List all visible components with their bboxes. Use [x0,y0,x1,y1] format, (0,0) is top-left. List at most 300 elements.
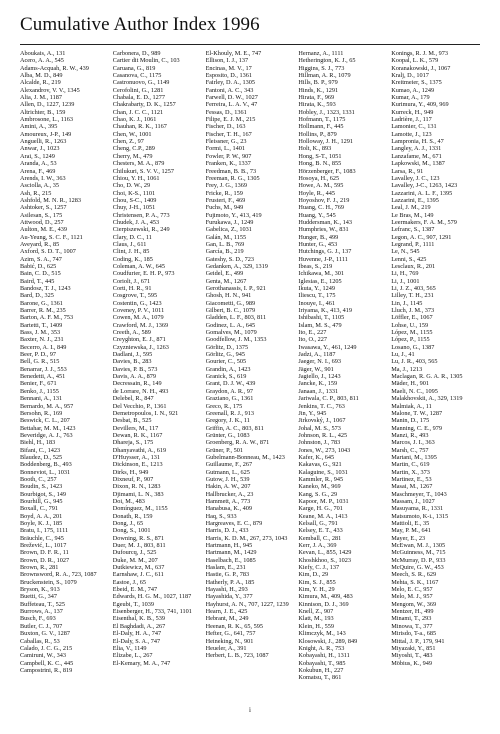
index-entry: Egeubi, T., 1039 [112,600,155,608]
index-entry: Chan, J. C. C., 1121 [112,108,164,116]
index-entry: Chiou, Y. H., 1061 [112,174,160,182]
index-entry: Busch, F., 693 [20,615,56,623]
index-entry: Chou, S-C., 1409 [112,196,157,204]
index-entry: Kobayashi, H., 1311 [298,652,350,660]
index-entry: Manning, C. E., 979 [391,424,443,432]
index-entry: Klein, H., 559 [298,622,334,630]
index-entry: Godinez, L. A., 645 [205,321,256,329]
index-entry: Barton, A. F. M., 753 [20,314,74,322]
index-entry: Adams-Acquah, R. W., 439 [20,64,89,72]
index-entry: Lapkowski, M., 1387 [391,160,445,168]
index-entry: Iglesias, E., 1205 [298,277,342,285]
index-entry: Maeli, N. C., 1095 [391,387,438,395]
index-entry: Bennani, A., 131 [20,395,63,403]
index-entry: Chilukuri, S. V. V., 1257 [112,167,174,175]
index-entry: Mentzer, H., 499 [391,608,434,616]
index-entry: Ash, R., 215 [20,189,52,197]
index-entry: Hinds, K., 1291 [298,86,339,94]
index-entry: Kerr, J. A., 369 [298,542,337,550]
index-entry: Marcos, J. I., 363 [391,439,435,447]
index-entry: Aranda, A., 53 [20,160,57,168]
index-entry: Kralj, D., 1017 [391,72,429,80]
index-entry: Brown, D. F. R., 11 [20,549,69,557]
index-entry: Aboukais, A., 131 [20,50,66,57]
index-entry: Buffeteau, T., 525 [20,600,65,608]
index-entry: Harris, K. D. M., 267, 273, 1043 [205,534,288,542]
index-entry: May, P. M., 641 [391,527,431,535]
index-entry: Le Bras, M., 149 [391,211,434,219]
index-entry: Malakhovskii, A., 329, 1319 [391,395,463,403]
index-entry: Howe, A. M., 595 [298,182,344,190]
index-entry: Li, J. Z., 403, 565 [391,285,436,292]
index-entry: Beveridge, A. J., 763 [20,431,73,439]
index-entry: Hutchings, G. J., 137 [298,248,352,256]
index-entry: Cho, D. W., 29 [112,182,151,190]
index-entry: Bettahar, M. M., 1423 [20,424,76,432]
index-entry: Hunger, B., 499 [298,233,339,241]
index-entry: Malone, T. W., 1287 [391,409,443,417]
index-entry: Kumao, A., 1249 [391,86,435,94]
index-entry: Iliescu, T., 175 [298,292,336,300]
index-entry: Goodfellow, J. M., 1353 [205,336,267,344]
index-entry: Kumar, A., 179 [391,94,430,102]
index-entry: Komatsu, T., 861 [298,674,342,682]
index-entry: Gateshy, S. D., 723 [205,255,254,263]
index-entry: Islam, M. S., 479 [298,321,342,329]
index-entry: Griffin, A. C., 803, 811 [205,424,264,432]
index-entry: Langley, A. J., 1331 [391,145,442,153]
index-entry: Demetropoulos, I. N., 921 [112,409,179,417]
index-entry: Hong, S-T., 1051 [298,152,342,160]
index-entry: Fowler, P. W., 907 [205,152,252,160]
index-entry: Hargreaves, E. C., 879 [205,520,263,527]
index-entry: Bell, G. R., 515 [20,358,60,366]
index-entry: Kapoor, M. P., 1031 [298,497,349,505]
index-entry: Fuchs, M., 949 [205,204,244,212]
index-entry: Mäder, H., 901 [391,380,429,388]
index-entry: Dhanyavathi, A., 619 [112,446,167,454]
index-entry: Kim, D., 29 [298,571,329,579]
index-entry: Manzi, R., 493 [391,431,429,439]
index-entry: Hallbrucker, A., 23 [205,490,254,498]
index-entry: Boudin, S., 1423 [20,483,63,491]
index-entry: Jones, W., 273, 1043 [298,446,351,454]
index-entry: Caruana, G., 819 [112,64,156,72]
index-entry: Cierpiszewski, R., 249 [112,226,170,234]
index-entry: Lu, J., 41 [391,351,415,359]
index-entry: Manin, D., 175 [391,417,430,425]
index-entry: Hayhurst, A. N., 707, 1227, 1239 [205,600,289,608]
index-entry: Dufourcq, J., 525 [112,549,157,557]
index-entry: Keane, M. A., 1413 [298,512,348,520]
index-entry: Asciolla, A., 35 [20,182,60,190]
index-entry: Mehta, S. K., 1167 [391,578,439,586]
index-entry: Bifani, C., 1423 [20,446,61,454]
index-entry: Davies, P. B., 573 [112,365,158,373]
index-entry: Johnston, J., 783 [298,439,341,447]
index-entry: Boddenberg, B., 493 [20,461,72,469]
index-entry: Lanzafame, M., 671 [391,152,442,160]
index-entry: Campostrini, R., 819 [20,666,73,674]
index-entry: Alia, J. M., 1187 [20,94,62,102]
index-entry: Gourier, C., 505 [205,358,247,366]
index-entry: Fleissner, G., 23 [205,138,247,146]
index-entry: Jadzi, A., 1187 [298,351,336,359]
index-entry: Brežević, L., 1017 [20,542,67,550]
index-entry: Fricke, R., 159 [205,189,243,197]
index-entry: Galán, M., 1155 [205,233,247,241]
index-entry: Dhareja, S., 175 [112,439,154,447]
index-entry: Hosoya, H., 625 [298,174,340,182]
index-column-1 [20,50,111,700]
index-entry: Boxall, C., 791 [20,505,59,513]
index-entry: Ambrosone, L., 1163 [20,116,74,124]
index-entry: Ashtoker, S., 1257 [20,204,67,212]
index-entry: Hollmann, F., 445 [298,123,344,131]
index-entry: Martinez, E., 53 [391,475,432,483]
title-rule [20,44,480,45]
index-entry: Baxter, N. J., 231 [20,336,64,344]
index-entry: Duke, M. M., 207 [112,556,158,564]
index-entry: Huang, Y., 545 [298,211,336,219]
index-entry: Anguelli, R., 1263 [20,138,67,146]
page-title: Cumulative Author Index 1996 [20,14,260,35]
index-entry: Haq, S., 933 [205,512,237,520]
index-entry: Konings, R. J. M., 973 [391,50,448,57]
index-entry: Domínguez, M., 1155 [112,505,168,513]
index-entry: Cosgrove, T., 595 [112,292,158,300]
index-entry: Minowa, T., 377 [391,622,433,630]
index-entry: Kimura, M., 409, 483 [298,593,353,601]
index-entry: Boyle, K. J., 185 [20,520,63,527]
index-entry: Farwell, D. W., 1027 [205,94,258,102]
index-entry: Frey, J. G., 1369 [205,182,248,190]
index-entry: Harris, D. J., 433 [205,527,249,535]
index-entry: Lazzarini, E., 1395 [391,196,439,204]
index-entry: Herbert, L. B., 723, 1087 [205,652,269,660]
index-entry: Kammler, R., 945 [298,475,344,483]
index-entry: Heueler, A., 391 [205,644,247,652]
index-entry: Fujimoto, Y., 413, 419 [205,211,262,219]
index-entry: Bräuchle, C., 945 [20,534,64,542]
index-entry: Granick, S., 619 [205,373,247,381]
index-entry: Hirata, K., 593 [298,101,336,109]
index-entry: Melo, E. C., 957 [391,586,433,594]
index-entry: Maschmeyer, T., 1043 [391,490,447,498]
index-entry: Kobayashi, T., 985 [298,659,346,667]
index-entry: Corti, H. R., 91 [112,285,152,292]
index-entry: Lamotte, J., 123 [391,130,432,138]
index-entry: Carbonera, D., 989 [112,50,161,57]
index-entry: Barrer, R. M., 235 [20,307,66,315]
index-entry: Hammett, A., 773 [205,497,251,505]
index-entry: Devillers, M., 117 [112,424,159,432]
index-entry: Huvenne, J-P., 1111 [298,255,348,263]
index-entry: Arai, S., 1249 [20,152,55,160]
index-entry: Lenni, S., 425 [391,255,427,263]
index-entry: Anwar, J., 1023 [20,145,60,153]
index-entry: Blaudez, D., 525 [20,453,63,461]
index-entry: Buetti, G., 347 [20,593,57,601]
index-entry: Elizabe, L., 267 [112,652,153,660]
index-entry: Matsumoto, K-i., 1315 [391,512,449,520]
index-entry: Karge, H. G., 701 [298,505,343,513]
index-entry: Eastoe, J., 65 [112,578,146,586]
index-entry: Cheng, C.P., 289 [112,145,155,153]
index-entry: Aveyard, R., 85 [20,240,60,248]
index-entry: McMurray, D. P., 933 [391,556,446,564]
index-entry: Bruckenstein, S., 1079 [20,578,77,586]
index-entry: Chen, W., 1001 [112,130,152,138]
index-entry: Elia, V., 1149 [112,644,147,652]
index-entry: López, P., 1155 [391,336,430,344]
index-entry: Ferreira, L. A. V., 47 [205,101,258,109]
index-entry: Hunter, G., 453 [298,240,338,248]
index-entry: Higgins, S. J., 773 [298,64,345,72]
index-entry: Cherry, M., 479 [112,152,153,160]
index-entry: Chao, K. J., 1061 [112,116,157,124]
index-entry: Chuy, J-H., 1051 [112,204,156,212]
index-entry: Gomalves, M., 1079 [205,329,257,337]
index-entry: Aulton, M. E., 439 [20,226,68,234]
index-entry: Delebel, R., 847 [112,395,154,403]
index-entry: Encinas, M. V., 17 [205,64,252,72]
index-entry: Campbell, K. C., 445 [20,659,74,667]
index-entry: Cowen, M. A., 1079 [112,314,164,322]
index-entry: Ishibashi, T., 1105 [298,314,345,322]
index-entry: Franken, K., 1337 [205,160,251,168]
index-entry: Losano, G., 1387 [391,343,435,351]
index-entry: Butler, C. J., 707 [20,622,63,630]
index-entry: Coriolt, J., 671 [112,277,151,285]
index-entry: Löffler, E., 1067 [391,314,433,322]
index-entry: Bratu, I., 175, 1111 [20,527,69,535]
index-entry: Dickinson, E., 1213 [112,461,163,469]
index-entry: Ebeid, E. M., 747 [112,586,158,594]
index-entry: Hörzenberger, F., 1083 [298,167,356,175]
index-entry: Gilbert, B. C., 1079 [205,307,256,315]
index-entry: Groenberg, R. A. W., 871 [205,439,270,447]
index-entry: Calado, J. C. G., 215 [20,644,73,652]
index-entry: Huang, C. H., 769 [298,204,345,212]
index-entry: Becerro, A. I., 849 [20,343,67,351]
index-entry: Chen, Z., 97 [112,138,144,146]
index-entry: Caballas, R., 53 [20,637,60,645]
index-entry: Genta, M., 1267 [205,277,247,285]
index-entry: Minami, T., 293 [391,615,432,623]
index-entry: Ellison, I. J., 137 [205,57,249,65]
index-entry: Grandin, A., 1423 [205,365,251,373]
index-entry: Dirks, H., 949 [112,468,149,476]
index-entry: Hebrant, M., 249 [205,615,249,623]
index-entry: Knell, Z., 907 [298,608,334,616]
index-entry: Babić, D., 625 [20,262,57,270]
index-entry: Lin, J., 1145 [391,299,423,307]
index-entry: Casanova, C., 1175 [112,72,162,80]
index-entry: Beer, P. D., 97 [20,351,57,359]
index-entry: Hobley, J., 1323, 1331 [298,108,355,116]
index-entry: Mattioli, E., 35 [391,520,430,527]
index-entry: Doi, M., 483 [112,497,145,505]
index-entry: Bard, D., 325 [20,292,54,300]
index-entry: Cerofolini, G., 1281 [112,86,164,94]
index-entry: Lefranc, S., 1387 [391,226,435,234]
index-entry: Jenkins, T. C., 763 [298,402,345,410]
index-entry: Kang, S. G., 29 [298,490,338,498]
index-entry: Leermakers, F. A. M., 579 [391,218,457,226]
index-entry: Greenall, R. J., 913 [205,409,255,417]
index-entry: Dutkiewicz, M., 637 [112,564,165,572]
index-entry: Bandosz, T. J., 1243 [20,285,71,292]
index-entry: El-Kemary, M. A., 747 [112,659,171,667]
index-entry: Heineking, N., 901 [205,637,254,645]
index-entry: García, B., 219 [205,248,244,256]
index-entry: Ito, O., 227 [298,336,328,344]
index-entry: Amini, A., 395 [20,123,58,131]
index-entry: Hollins, P., 879 [298,130,337,138]
index-entry: Alcalde, R., 219 [20,79,61,87]
index-entry: Hakin, A. W., 207 [205,483,251,491]
index-entry: Grant, D. J. W., 439 [205,380,256,388]
index-entry: Li, H., 769 [391,270,419,278]
index-entry: Li, J., 1001 [391,277,420,285]
index-entry: Martin, C., 619 [391,461,430,469]
index-entry: Coveney, P. V., 1011 [112,307,165,315]
index-entry: Acero, A. A., 545 [20,57,64,65]
index-entry: Attwood, D., 257 [20,218,64,226]
index-entry: Massam, J., 1027 [391,497,435,505]
index-entry: Chesters, M. A., 879 [112,160,165,168]
index-entry: Ashfold, M. N. R., 1283 [20,196,81,204]
index-entry: Gregory, J. K., 11 [205,417,250,425]
index-entry: Heenan, R. K., 65, 595 [205,622,264,630]
index-column-4 [298,50,389,700]
index-entry: Masuyama, R., 1331 [391,505,444,513]
index-entry: Castronuovo, G., 1149 [112,79,170,87]
index-entry: Graydon, A. R., 97 [205,387,253,395]
index-entry: Freeman, R. G., 1305 [205,174,260,182]
index-entry: Bourbigot, S., 149 [20,490,67,498]
index-entry: Hayashida, Y., 377 [205,593,253,601]
index-entry: Klatt, M., 193 [298,615,334,623]
index-entry: Giacometti, G., 989 [205,299,256,307]
index-entry: Freedman, B. B., 73 [205,167,257,175]
index-entry: Johnson, R. L., 425 [298,431,348,439]
index-entry: Görlitz, D., 1375 [205,343,249,351]
index-columns [20,50,482,700]
index-entry: López, M., 1155 [391,329,433,337]
index-entry: Ichikawa, M., 301 [298,270,345,278]
index-entry: Ma, J., 1213 [391,365,423,373]
index-entry: Hills, B. P., 979 [298,79,338,87]
index-entry: Chudek, J. A., 453 [112,218,160,226]
index-entry: Gubelmann-Bonneau, M., 1423 [205,453,285,461]
index-entry: Altrichter, B., 159 [20,108,66,116]
index-entry: Del Vecchio, P., 1361 [112,402,167,410]
index-entry: Jäger, W., 901 [298,365,334,373]
index-entry: Dixon, R. N., 1283 [112,483,161,491]
index-entry: Gabelica, Z., 1031 [205,226,252,234]
index-entry: Hartmann, M., 1429 [205,549,257,557]
index-entry: Fantoni, A. C., 343 [205,86,254,94]
index-entry: Benko, J., 1155 [20,387,59,395]
index-entry: Bryson, K., 913 [20,586,60,594]
index-entry: Decressain, R., 149 [112,380,162,388]
index-entry: Kurimura, Y., 409, 969 [391,101,449,109]
index-column-3 [206,50,297,700]
index-entry: Kaneko, M., 969 [298,483,341,491]
index-entry: Jirkovský, J., 1067 [298,417,346,425]
index-entry: Mengom, W., 369 [391,600,437,608]
index-entry: Ibeas, S., 219 [298,262,333,270]
index-entry: Bass, J. M., 353 [20,329,61,337]
index-entry: Hetherington, K. J., 65 [298,57,356,65]
index-entry: Hearn, J. E., 425 [205,608,248,616]
index-entry: Benedetti, A., 451 [20,373,66,381]
index-entry: Le, N., 545 [391,248,420,256]
index-entry: Grünter, G., 1083 [205,431,250,439]
index-entry: Hofmann, T., 1175 [298,116,346,124]
index-entry: Legon, A. C., 907, 1291 [391,233,452,241]
index-entry: Kelsall, G., 791 [298,520,338,527]
index-entry: El Baghdadi, A., 267 [112,622,166,630]
index-entry: Humphries, W., 831 [298,226,349,234]
index-entry: Greco, R., 175 [205,402,243,410]
index-entry: Kemball, C., 281 [298,534,342,542]
index-entry: Hastie, G. P., 783 [205,571,250,579]
index-entry: Coleman, A. W., 645 [112,262,166,270]
index-entry: Lavalley, J-C., 1263, 1423 [391,182,458,190]
index-entry: Hayashi, H., 293 [205,586,248,594]
index-entry: Burrows, A., 137 [20,608,63,616]
index-entry: Chabala, E. D., 1277 [112,94,166,102]
index-entry: Au-Yeung, S. C. F., 1121 [20,233,83,241]
index-entry: Booth, C., 257 [20,475,57,483]
index-entry: Davies, B., 283 [112,358,152,366]
index-entry: Janaan, J., 1331 [298,387,339,395]
index-entry: Kalaguine, S., 1031 [298,468,348,476]
index-entry: Haslam, E., 231 [205,564,246,572]
index-column-5 [391,50,482,700]
index-entry: Hong, B. N., 855 [298,160,342,168]
index-entry: Hoyle, R., 445 [298,189,336,197]
index-entry: Geidel, E., 499 [205,270,244,278]
index-entry: Furukawa, J., 1249 [205,218,254,226]
index-entry: Baird, T., 445 [20,277,55,285]
index-entry: Lampronia, H. S., 47 [391,138,444,146]
index-entry: Hernanz, A., 1111 [298,50,344,57]
index-entry: El-Daly, H. A., 747 [112,630,162,638]
index-entry: Amoureux, J-P., 149 [20,130,72,138]
index-entry: Kreitmeier, S., 1375 [391,79,442,87]
index-entry: Inouye, I., 461 [298,299,336,307]
index-entry: Boyd, A. A., 201 [20,512,63,520]
index-entry: Edwards, H. G. M., 1027, 1187 [112,593,192,601]
index-entry: Czyzniewska, J., 1263 [112,343,169,351]
index-entry: Benarrar, J. J., 553 [20,365,67,373]
index-entry: Huddersman, K., 143 [298,218,353,226]
index-entry: Esposito, D., 1361 [205,72,252,80]
index-entry: Hefter, G., 641, 757 [205,630,256,638]
index-entry: de Lorrare, N. H., 493 [112,387,169,395]
index-entry: Bonneviot, L., 1031 [20,468,71,476]
index-entry: Lohse, U., 159 [391,321,429,329]
index-entry: Kevan, L., 855, 1429 [298,549,352,557]
index-entry: Fessas, D., 1361 [205,108,247,116]
index-entry: Donath, R., 159 [112,512,153,520]
index-entry: Biehl, H., 183 [20,439,56,447]
index-entry: Iriyama, K., 413, 419 [298,307,353,315]
